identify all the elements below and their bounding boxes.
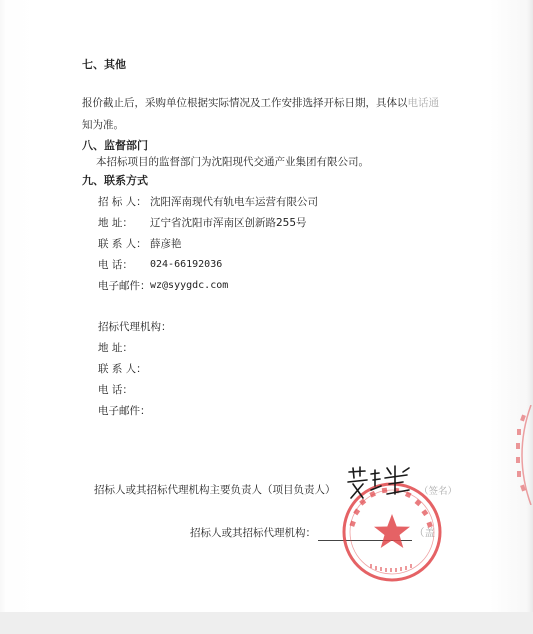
agency-email-label: 电子邮件： bbox=[98, 405, 151, 417]
tenderer-phone-label: 电 话： bbox=[98, 259, 133, 271]
signature-line2-text: 招标人或其招标代理机构： bbox=[190, 527, 316, 539]
tenderer-email-value: wz@syygdc.com bbox=[150, 280, 229, 291]
agency-contact-label: 联 系 人： bbox=[98, 363, 147, 375]
section-7-body-text: 报价截止后，采购单位根据实际情况及工作安排选择开标日期，具体以 bbox=[82, 97, 408, 109]
section-7-body-line2: 知为准。 bbox=[82, 119, 124, 131]
page-bottom-margin bbox=[0, 612, 533, 634]
agency-name-label: 招标代理机构： bbox=[98, 321, 172, 333]
signature-line1-text: 招标人或其招标代理机构主要负责人（项目负责人） bbox=[94, 484, 336, 496]
tenderer-address-value: 辽宁省沈阳市浑南区创新路255号 bbox=[150, 217, 307, 229]
section-9-heading: 九、联系方式 bbox=[82, 174, 148, 187]
tenderer-name-value: 沈阳浑南现代有轨电车运营有限公司 bbox=[150, 196, 318, 208]
tenderer-phone-value: 024-66192036 bbox=[150, 259, 223, 270]
page-edge-shadow bbox=[527, 0, 533, 634]
tenderer-address-label: 地 址： bbox=[98, 217, 133, 229]
signature-line2-suffix: （盖 bbox=[414, 527, 435, 539]
section-7-body-faded: 电话通 bbox=[407, 97, 439, 109]
handwritten-signature-icon bbox=[345, 462, 415, 502]
tenderer-contact-value: 薛彦艳 bbox=[150, 238, 182, 250]
agency-phone-label: 电 话： bbox=[98, 384, 133, 396]
section-7-body-line1 bbox=[82, 96, 439, 110]
signature-line1-suffix: （签名） bbox=[419, 486, 458, 497]
tenderer-contact-label: 联 系 人： bbox=[98, 238, 147, 250]
section-8-heading: 八、监督部门 bbox=[82, 139, 148, 152]
partial-seal-icon bbox=[511, 405, 533, 505]
tenderer-email-label: 电子邮件： bbox=[98, 280, 151, 292]
section-7-heading: 七、其他 bbox=[82, 58, 126, 71]
section-8-body: 本招标项目的监督部门为沈阳现代交通产业集团有限公司。 bbox=[96, 156, 369, 168]
agency-address-label: 地 址： bbox=[98, 342, 133, 354]
tenderer-name-label: 招 标 人： bbox=[98, 196, 147, 208]
